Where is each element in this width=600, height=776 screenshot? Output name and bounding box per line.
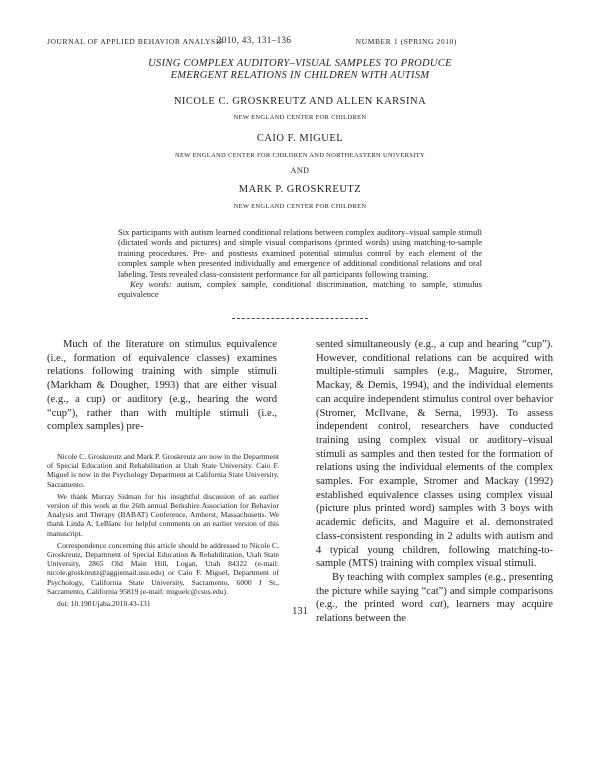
body-right-column (316, 338, 553, 626)
footnote-acknowledgment: We thank Murray Sidman for his insightful discussion of an earlier version of this work at the 26th annual Berkshire Association for Behavior Analysis and Therapy (BABAT) Conference, Amherst, Massachusetts. We thank Linda A. LeBlanc for helpful comments on an earlier version of this manuscript. (47, 491, 279, 538)
body-paragraph-3 (316, 571, 553, 626)
section-divider (232, 318, 368, 319)
affiliation-2: NEW ENGLAND CENTER FOR CHILDREN AND NORTHEASTERN UNIVERSITY (175, 152, 425, 159)
title-line-1: USING COMPLEX AUDITORY–VISUAL SAMPLES TO PRODUCE (148, 58, 452, 69)
author-1: NICOLE C. GROSKREUTZ AND ALLEN KARSINA (173, 96, 427, 107)
journal-name: JOURNAL OF APPLIED BEHAVIOR ANALYSIS (47, 37, 224, 46)
article-title (0, 58, 600, 82)
footnote-correspondence: Correspondence concerning this article should be addressed to Nicole C. Groskreutz, Department of Special Education & Rehabilitation, Utah State University, 2865 Old Main Hill, Logan, Utah 84322 (e-mail: nicole.groskreutz@aggiemail.usu.edu) or Caio F. Miguel, Department of Psychology, California State University, Sacramento, 6000 J St., Sacramento, California 95819 (e-mail: miguelc@csus.edu). (47, 540, 279, 596)
author-conjunction: AND (290, 166, 310, 175)
body-paragraph-3-em: cat (430, 599, 443, 611)
citation: 2010, 43, 131–136 (217, 35, 292, 45)
abstract-text: Six participants with autism learned conditional relations between complex auditory–visual sample stimuli (dictated words and pictures) and simple visual comparisons (printed words) using matching-to-sample training procedures. Pre- and posttests examined potential stimulus control by each element of the complex sample when presented individually and emergence of additional conditional relations and oral labeling. Tests revealed class-consistent performance for all participants following training. (118, 227, 482, 279)
author-3: MARK P. GROSKREUTZ (238, 184, 362, 195)
body-left-column (47, 338, 277, 434)
author-2: CAIO F. MIGUEL (256, 133, 344, 144)
body-paragraph-2: sented simultaneously (e.g., a cup and hearing “cup”). However, conditional relations can be acquired with multiple-stimuli samples (e.g., Maguire, Stromer, Mackay, & Demis, 1994), and the individual elements can acquire independent stimulus control over behavior (Stromer, McIlvane, & Serna, 1993). To assess independent control, researchers have conducted training using complex visual or auditory–visual stimuli as samples and then tested for the formation of relations using the individual elements of the complex samples. For example, Stromer and Mackay (1992) established equivalence classes using complex visual (picture plus printed word) samples with 3 boys with academic deficits, and Maguire et al. demonstrated class-consistent responding in 2 adults with autism and 4 typical young children, following matching-to-sample (MTS) training with complex visual stimuli. (316, 339, 553, 570)
affiliation-3: NEW ENGLAND CENTER FOR CHILDREN (233, 203, 367, 210)
affiliation-1: NEW ENGLAND CENTER FOR CHILDREN (233, 114, 367, 121)
keywords-label: Key words: (130, 279, 172, 290)
keywords-list: autism, complex sample, conditional discrimination, matching to sample, stimulus equivalence (118, 279, 482, 300)
body-paragraph-3-a: By teaching with complex samples (e.g., presenting the picture while saying “cat”) and simple comparisons (e.g., the printed word (316, 571, 553, 611)
keywords (118, 279, 482, 300)
title-line-2: EMERGENT RELATIONS IN CHILDREN WITH AUTISM (170, 70, 430, 81)
abstract (118, 227, 482, 300)
footnote-doi: doi: 10.1901/jaba.2010.43-131 (57, 599, 151, 609)
issue: NUMBER 1 (SPRING 2010) (355, 37, 457, 46)
footnotes (47, 452, 279, 611)
body-paragraph-1: Much of the literature on stimulus equivalence (i.e., formation of equivalence classes) examines relations following training with simple stimuli (Markham & Dougher, 1993) that are either visual (e.g., a cup) or auditory (e.g., hearing the word “cup”), rather than with multiple stimuli (i.e., complex samples) pre- (47, 339, 277, 433)
footnote-affiliation: Nicole C. Groskreutz and Mark P. Groskreutz are now in the Department of Special Education and Rehabilitation at Utah State University. Caio F. Miguel is now in the Psychology Department at California State University, Sacramento. (47, 452, 279, 489)
page-number: 131 (292, 606, 308, 617)
body-paragraph-3-b: ), learners may acquire relations between the (316, 599, 553, 625)
